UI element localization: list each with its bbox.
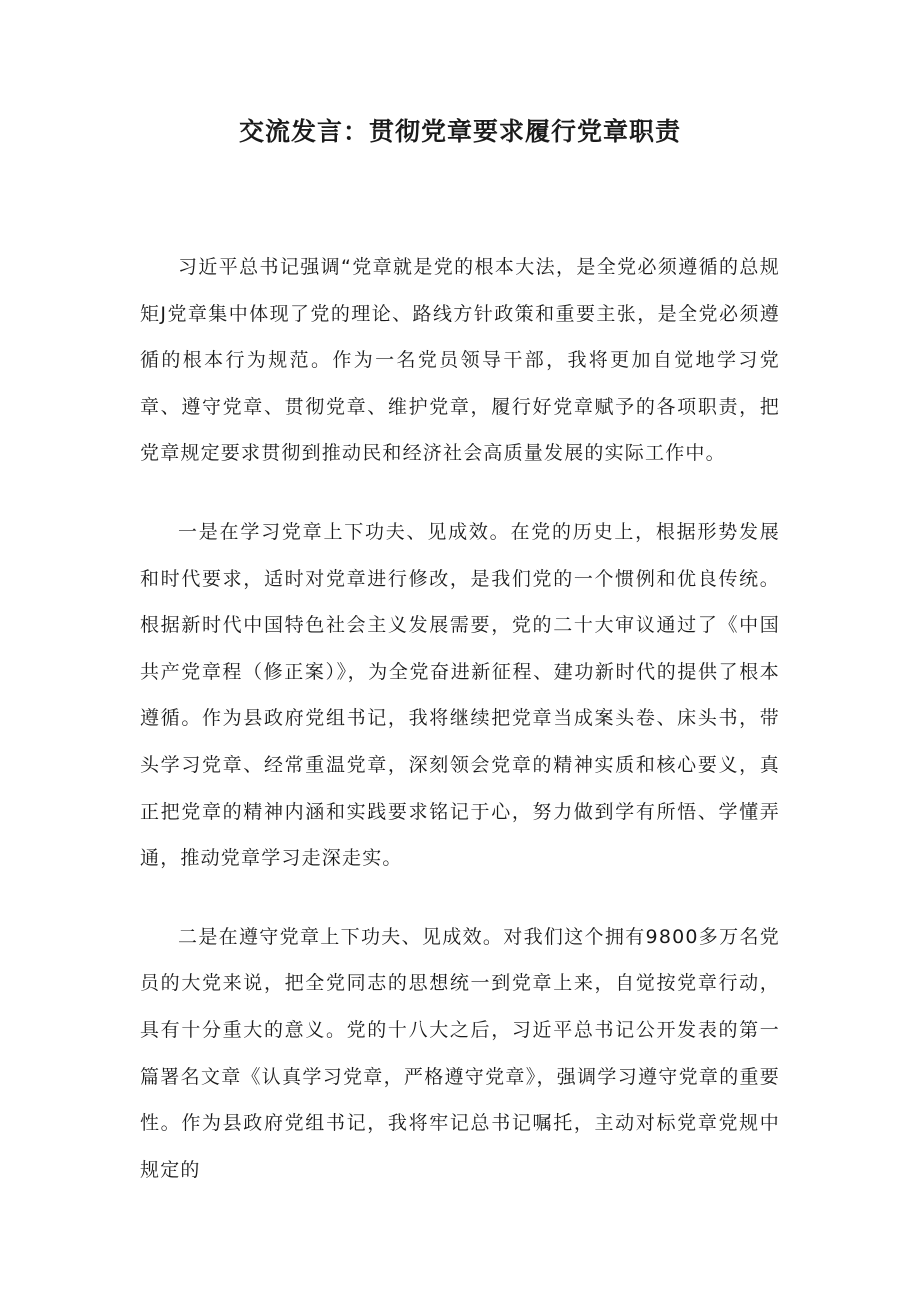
paragraph-observe-party-constitution: 二是在遵守党章上下功夫、见成效。对我们这个拥有9800多万名党员的大党来说，把全党同志的思想统一到党章上来，自觉按党章行动，具有十分重大的意义。党的十八大之后，习近平总书记公开发表的第一篇署名文章《认真学习党章，严格遵守党章》，强调学习遵守党章的重要性。作为县政府党组书记，我将牢记总书记嘱托，主动对标党章党规中规定的 (140, 925, 780, 1181)
document-body (140, 244, 780, 1225)
document-title: 交流发言：贯彻党章要求履行党章职责 (238, 117, 681, 146)
paragraph-intro: 习近平总书记强调“党章就是党的根本大法，是全党必须遵循的总规矩J党章集中体现了党的理论、路线方针政策和重要主张，是全党必须遵循的根本行为规范。作为一名党员领导干部，我将更加自觉地学习党章、遵守党章、贯彻党章、维护党章，履行好党章赋予的各项职责，把党章规定要求贯彻到推动民和经济社会高质量发展的实际工作中。 (140, 256, 780, 465)
paragraph-study-party-constitution: 一是在学习党章上下功夫、见成效。在党的历史上，根据形势发展和时代要求，适时对党章进行修改，是我们党的一个惯例和优良传统。根据新时代中国特色社会主义发展需要，党的二十大审议通过了《中国共产党章程（修正案）》，为全党奋进新征程、建功新时代的提供了根本遵循。作为县政府党组书记，我将继续把党章当成案头卷、床头书，带头学习党章、经常重温党章，深刻领会党章的精神实质和核心要义，真正把党章的精神内涵和实践要求铭记于心，努力做到学有所悟、学懂弄通，推动党章学习走深走实。 (140, 520, 780, 870)
